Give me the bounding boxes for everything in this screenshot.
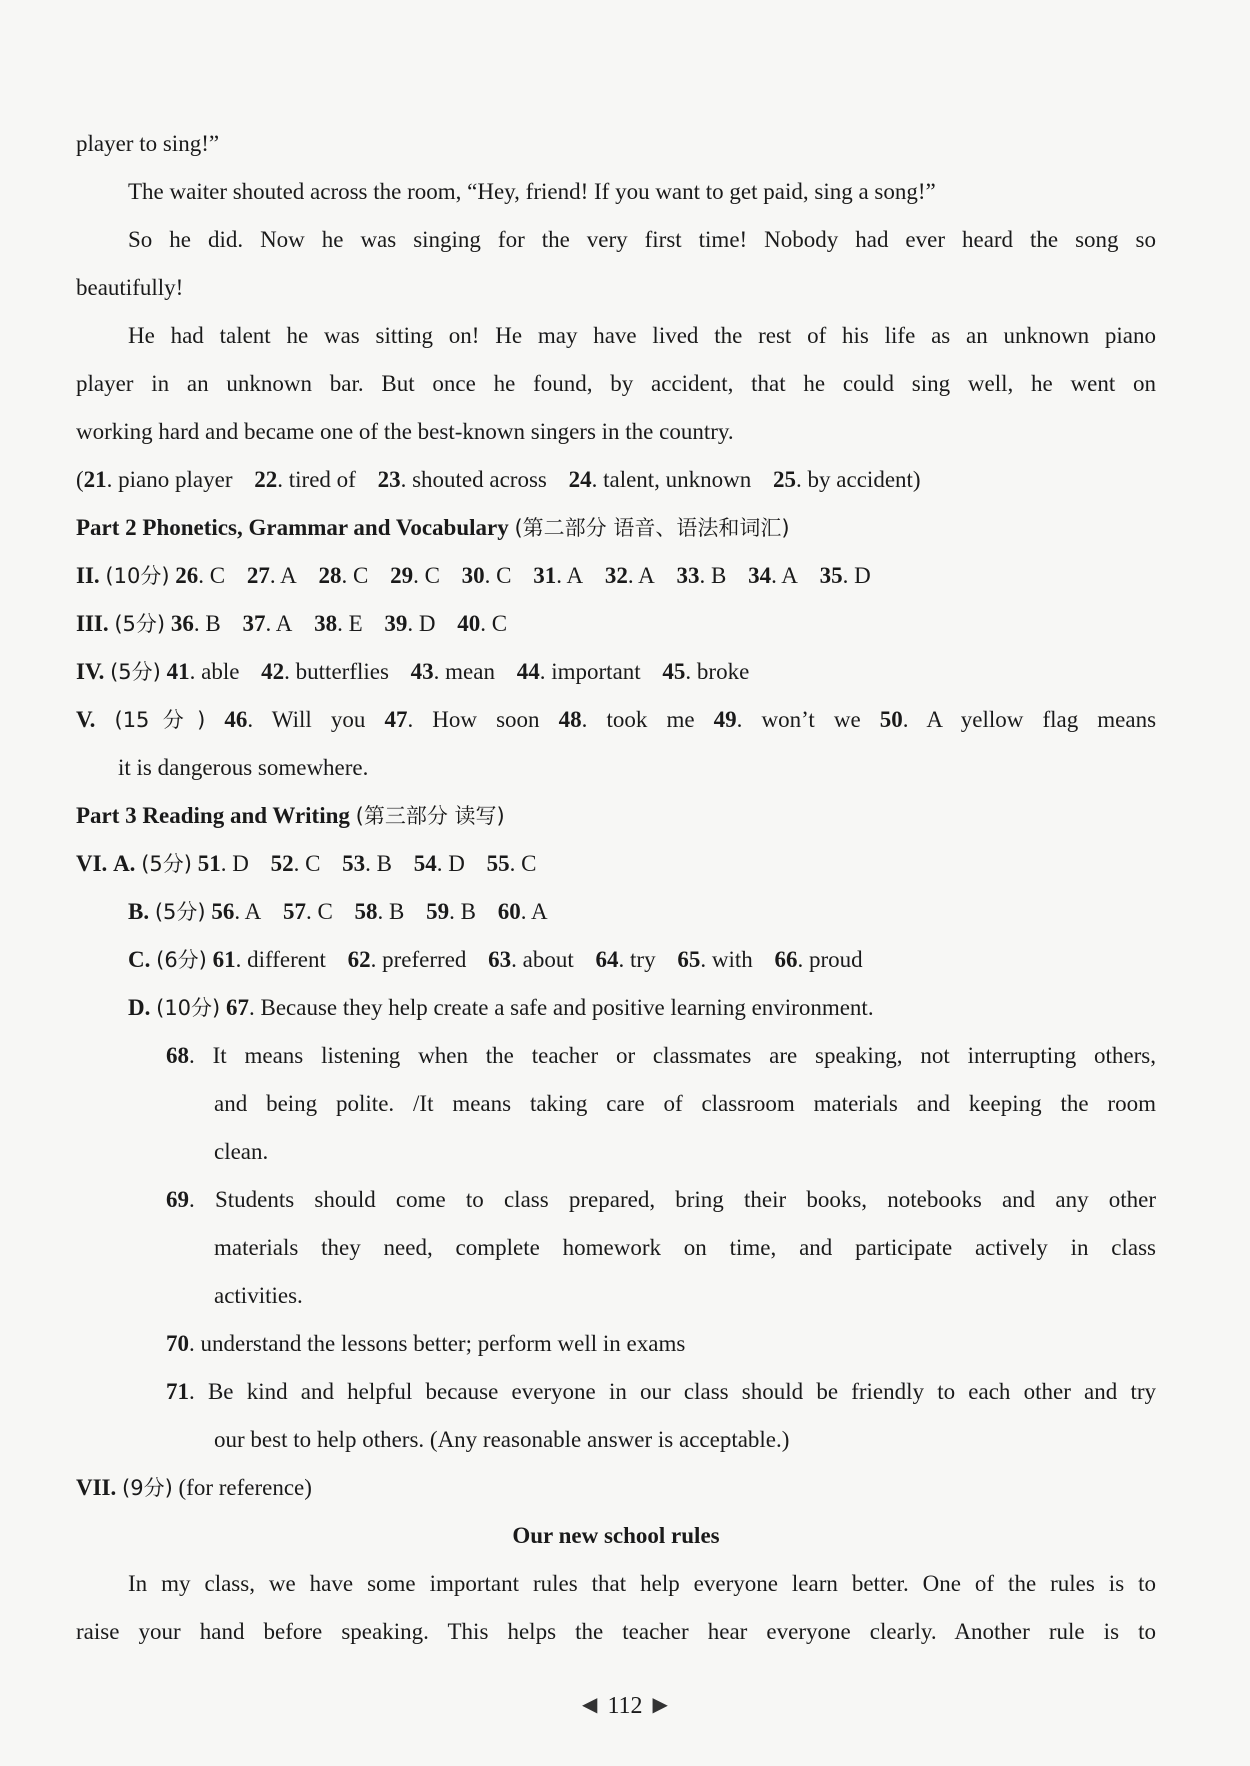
answer-text: piano player	[118, 467, 233, 492]
answer: C	[209, 563, 226, 588]
q70-line: 70. understand the lessons better; perform well in exams	[166, 1331, 686, 1356]
answer: preferred	[382, 947, 467, 972]
answer: able	[201, 659, 240, 684]
section-score: (5分)	[141, 852, 192, 876]
answer: took me	[606, 707, 695, 732]
q69-line: materials they need, complete homework on time, and participate actively in class	[214, 1235, 1156, 1260]
answer: D	[448, 851, 465, 876]
answer: Will you	[271, 707, 366, 732]
answer-num: 54	[413, 851, 437, 876]
subsection-label: C.	[128, 947, 151, 972]
section-v-continuation: it is dangerous somewhere.	[118, 755, 369, 780]
subsection-label: D.	[128, 995, 151, 1020]
section-vi-d: D. (10分) 67. Because they help create a safe and positive learning environment.	[128, 995, 874, 1020]
essay-line: In my class, we have some important rules that help everyone learn better. One of the rules is to	[128, 1571, 1156, 1596]
q68-line: 68. It means listening when the teacher or classmates are speaking, not interrupting others,	[166, 1043, 1156, 1068]
section-score: (5分)	[114, 612, 166, 636]
answer-num: 63	[488, 947, 512, 972]
page-number: 112	[607, 1693, 643, 1719]
answer-text: talent, unknown	[603, 467, 752, 492]
answer-num: 68	[166, 1043, 189, 1068]
answer: C	[496, 563, 512, 588]
essay-line: raise your hand before speaking. This helps the teacher hear everyone clearly. Another rule is to	[76, 1619, 1156, 1644]
part2-title-cn: (第二部分 语音、语法和词汇)	[514, 516, 790, 540]
answer-num: 28	[318, 563, 342, 588]
answer: B	[389, 899, 405, 924]
answer-num: 33	[676, 563, 700, 588]
section-label: VII.	[76, 1475, 117, 1500]
q71-line: our best to help others. (Any reasonable answer is acceptable.)	[214, 1427, 790, 1452]
q68-line: and being polite. /It means taking care of classroom materials and keeping the room	[214, 1091, 1156, 1116]
answer: B	[710, 563, 727, 588]
page-footer	[0, 1692, 1250, 1720]
answer-num: 61	[212, 947, 236, 972]
answer-num: 23	[377, 467, 401, 492]
answer-num: 48	[558, 707, 582, 732]
answer-num: 56	[211, 899, 235, 924]
answer-num: 29	[390, 563, 414, 588]
section-vi-c: C. (6分) 61. different 62. preferred 63. about 64. try 65. with 66. proud	[128, 947, 863, 972]
q68-line: clean.	[214, 1139, 269, 1164]
answer-num: 36	[170, 611, 194, 636]
answer: A yellow flag means	[926, 707, 1157, 732]
answer-num: 46	[224, 707, 248, 732]
answer-num: 40	[457, 611, 481, 636]
answer: A	[781, 563, 798, 588]
section-score: (15分)	[114, 708, 206, 732]
subsection-label: A.	[113, 851, 136, 876]
answer-num: 64	[595, 947, 619, 972]
answer-num: 26	[175, 563, 199, 588]
section-label: III.	[76, 611, 109, 636]
answer: D	[854, 563, 871, 588]
answer: C	[521, 851, 537, 876]
answer-num: 45	[662, 659, 686, 684]
answer: B	[376, 851, 392, 876]
answer: C	[424, 563, 440, 588]
answer-num: 32	[604, 563, 628, 588]
q69-line: 69. Students should come to class prepared, bring their books, notebooks and any other	[166, 1187, 1157, 1212]
part3-heading	[76, 792, 1156, 840]
section-v: V. (15分) 46. Will you 47. How soon 48. took me 49. won’t we 50. A yellow flag means	[76, 707, 1157, 732]
section-iv: IV. (5分) 41. able 42. butterflies 43. mean 44. important 45. broke	[76, 659, 750, 684]
answer: A	[566, 563, 584, 588]
answer-text: shouted across	[412, 467, 547, 492]
subsection-label: B.	[128, 899, 150, 924]
section-score: (5分)	[154, 900, 206, 924]
answer-num: 55	[486, 851, 510, 876]
section-ii: II. (10分) 26. C 27. A 28. C 29. C 30. C 31. A 32. A 33. B 34. A 35. D	[76, 563, 871, 588]
answer: A	[530, 899, 548, 924]
section-vi-b: B. (5分) 56. A 57. C 58. B 59. B 60. A	[128, 899, 548, 924]
answer-num: 60	[497, 899, 521, 924]
answer-num: 71	[166, 1379, 189, 1404]
answer: A	[275, 611, 293, 636]
answer-num: 25	[773, 467, 797, 492]
section-label: VI.	[76, 851, 108, 876]
answer: try	[630, 947, 656, 972]
story-line: The waiter shouted across the room, “Hey, friend! If you want to get paid, sing a song!”	[128, 179, 936, 204]
answer: A	[244, 899, 262, 924]
answer: won’t we	[761, 707, 861, 732]
answer: understand the lessons better; perform well in exams	[200, 1331, 686, 1356]
answer-num: 42	[261, 659, 285, 684]
answer-num: 70	[166, 1331, 189, 1356]
answer-num: 50	[879, 707, 903, 732]
left-arrow-icon: ◀	[582, 1694, 598, 1716]
answer-num: 35	[819, 563, 843, 588]
answer: Students should come to class prepared, bring their books, notebooks and any other	[214, 1187, 1157, 1212]
answer: D	[232, 851, 249, 876]
story-line: player in an unknown bar. But once he found, by accident, that he could sing well, he went on	[76, 371, 1156, 396]
q69-line: activities.	[214, 1283, 303, 1308]
answer-num: 38	[314, 611, 338, 636]
answer: C	[305, 851, 321, 876]
answer-num: 31	[533, 563, 557, 588]
part3-title: Part 3 Reading and Writing	[76, 803, 350, 828]
answer-num: 37	[242, 611, 266, 636]
section-label: IV.	[76, 659, 105, 684]
answer: C	[352, 563, 369, 588]
answer: D	[418, 611, 436, 636]
answer: B	[460, 899, 476, 924]
section-label: II.	[76, 563, 100, 588]
answer: E	[348, 611, 363, 636]
paren-close: )	[912, 467, 921, 492]
answer-num: 65	[677, 947, 701, 972]
answer: Because they help create a safe and positive learning environment.	[260, 995, 874, 1020]
section-score: (10分)	[156, 996, 221, 1020]
answer: with	[711, 947, 753, 972]
answer-num: 53	[342, 851, 366, 876]
paren-open: (	[76, 467, 84, 492]
right-arrow-icon: ▶	[652, 1694, 668, 1716]
answer: C	[317, 899, 333, 924]
answer-num: 24	[568, 467, 592, 492]
section-score: (5分)	[110, 660, 161, 684]
answer-num: 58	[354, 899, 378, 924]
part2-heading	[76, 504, 1156, 552]
section-label: V.	[76, 707, 96, 732]
answer-text: tired of	[288, 467, 356, 492]
answer: mean	[445, 659, 495, 684]
answer-num: 69	[166, 1187, 189, 1212]
answer: A	[280, 563, 297, 588]
section-score: (9分)	[122, 1476, 173, 1500]
answer-num: 21	[83, 467, 107, 492]
answer-num: 44	[516, 659, 540, 684]
part2-title: Part 2 Phonetics, Grammar and Vocabulary	[76, 515, 509, 540]
answer: C	[491, 611, 508, 636]
answer-num: 34	[748, 563, 772, 588]
answer-num: 62	[347, 947, 371, 972]
answer: about	[522, 947, 574, 972]
section-note: (for reference)	[178, 1475, 312, 1500]
section-vi-a: VI. A. (5分) 51. D 52. C 53. B 54. D 55. C	[76, 851, 537, 876]
answer: proud	[808, 947, 863, 972]
answer: broke	[696, 659, 750, 684]
story-line: working hard and became one of the best-known singers in the country.	[76, 419, 734, 444]
answer-num: 43	[410, 659, 434, 684]
answer: butterflies	[295, 659, 389, 684]
answer-num: 30	[461, 563, 485, 588]
answer-text: by accident	[807, 467, 913, 492]
answer-num: 59	[426, 899, 450, 924]
answer: A	[638, 563, 655, 588]
answers-21-25: (21. piano player 22. tired of 23. shouted across 24. talent, unknown 25. by accident)	[76, 467, 921, 492]
answer-num: 39	[384, 611, 408, 636]
story-line: beautifully!	[76, 275, 184, 300]
story-line: player to sing!”	[76, 131, 220, 156]
section-score: (10分)	[105, 564, 170, 588]
answer: important	[551, 659, 641, 684]
answer-num: 51	[197, 851, 221, 876]
story-line: He had talent he was sitting on! He may have lived the rest of his life as an unknown piano	[128, 323, 1156, 348]
part3-title-cn: (第三部分 读写)	[355, 804, 505, 828]
section-iii: III. (5分) 36. B 37. A 38. E 39. D 40. C	[76, 611, 508, 636]
section-score: (6分)	[156, 948, 207, 972]
answer-num: 22	[254, 467, 278, 492]
answer: B	[205, 611, 221, 636]
essay-title: Our new school rules	[512, 1523, 720, 1548]
answer-num: 52	[270, 851, 294, 876]
answer-num: 47	[384, 707, 408, 732]
answer-num: 67	[225, 995, 249, 1020]
answer: different	[247, 947, 326, 972]
answer-num: 49	[713, 707, 737, 732]
answer-num: 27	[246, 563, 270, 588]
answer: It means listening when the teacher or classmates are speaking, not interrupting others,	[212, 1043, 1156, 1068]
section-vii	[76, 1464, 1156, 1512]
story-line: So he did. Now he was singing for the very first time! Nobody had ever heard the song so	[128, 227, 1156, 252]
answer-num: 57	[282, 899, 306, 924]
document-page	[76, 120, 1156, 1656]
answer: How soon	[432, 707, 540, 732]
answer: Be kind and helpful because everyone in our class should be friendly to each other and try	[207, 1379, 1157, 1404]
answer-num: 41	[166, 659, 190, 684]
answer-num: 66	[774, 947, 798, 972]
q71-line: 71. Be kind and helpful because everyone in our class should be friendly to each other and try	[166, 1379, 1157, 1404]
